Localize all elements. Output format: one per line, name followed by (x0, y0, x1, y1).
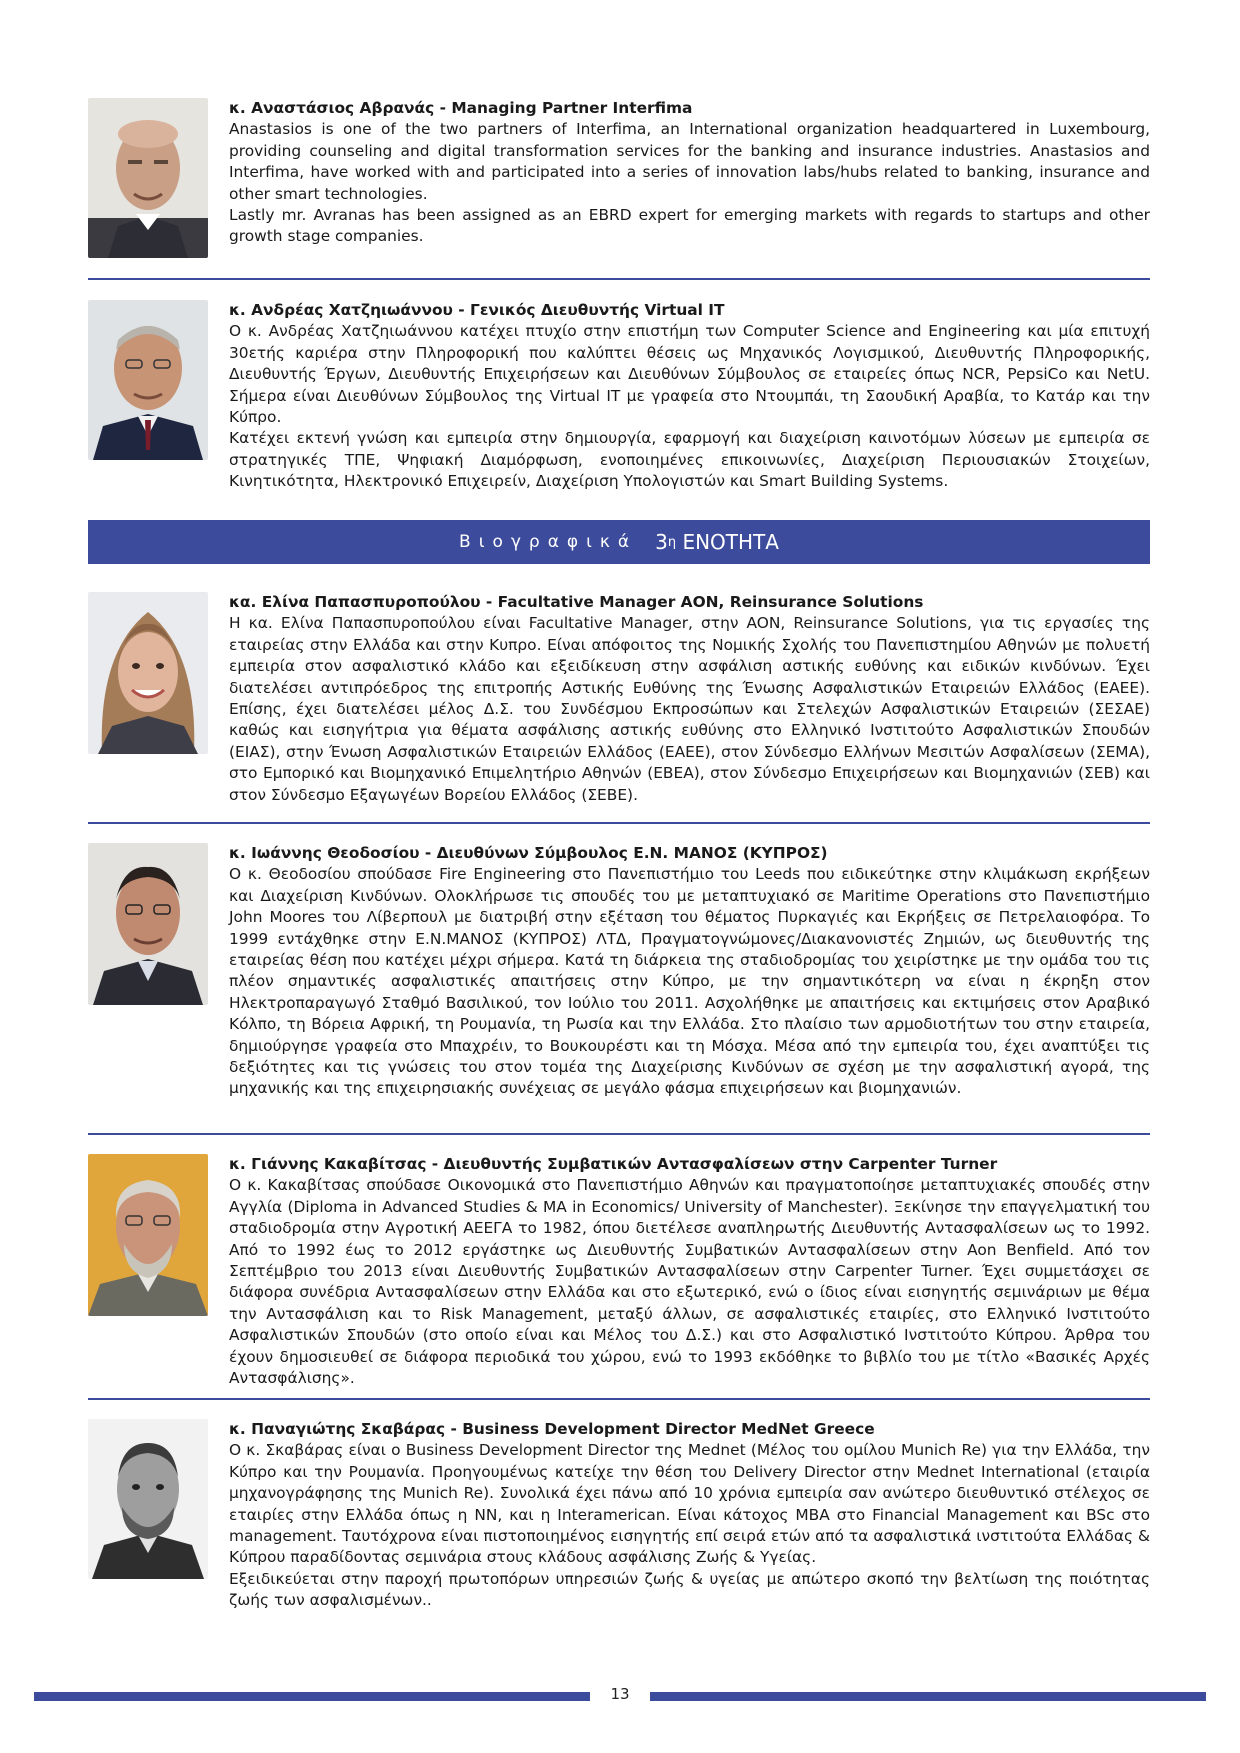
separator-rule (88, 1398, 1150, 1400)
bio-paragraph: Ο κ. Ανδρέας Χατζηιωάννου κατέχει πτυχίο στην επιστήμη των Computer Science and Engineering και μία επιτυχή 30ετής καριέρα στην Πληροφορική που καλύπτει θέσεις ως Μηχανικός Λογισμικού, Διευθυντής Πληροφορικής, Διευθυντής Έργων, Διευθυντής Επιχειρήσεων και Διευθύνων Σύμβουλος σε εταιρείες όπως NCR, PepsiCo και NetU. Σήμερα είναι Διευθύνων Σύμβουλος της Virtual IT με γραφεία στο Ντουμπάι, τη Σαουδική Αραβία, το Κατάρ και την Κύπρο. (229, 322, 1150, 427)
bio-title: κ. Αναστάσιος Αβρανάς - Managing Partner Interfima (229, 99, 693, 117)
banner-number: 3 (655, 530, 668, 554)
bio-title: κ. Γιάννης Κακαβίτσας - Διευθυντής Συμβατικών Αντασφαλίσεων στην Carpenter Turner (229, 1155, 998, 1173)
portrait-photo (88, 1154, 208, 1316)
portrait-photo (88, 300, 208, 460)
bio-text (229, 1154, 1150, 1389)
bio-text (229, 300, 1150, 493)
bio-text (229, 1419, 1150, 1612)
bio-title: κ. Ανδρέας Χατζηιωάννου - Γενικός Διευθυντής Virtual IT (229, 301, 725, 319)
separator-rule (88, 278, 1150, 280)
footer-bar-left (34, 1692, 590, 1701)
bio-paragraph: Lastly mr. Avranas has been assigned as an EBRD expert for emerging markets with regards to startups and other growth stage companies. (229, 206, 1150, 246)
bio-text (229, 843, 1150, 1100)
footer-bar-right (650, 1692, 1206, 1701)
section-banner (88, 520, 1150, 564)
bio-title: κ. Παναγιώτης Σκαβάρας - Business Development Director MedNet Greece (229, 1420, 875, 1438)
page-number: 13 (610, 1685, 630, 1703)
bio-text (229, 592, 1150, 806)
portrait-photo (88, 98, 208, 258)
bio-paragraph: Κατέχει εκτενή γνώση και εμπειρία στην δημιουργία, εφαρμογή και διαχείριση καινοτόμων λύσεων με εμπειρία σε στρατηγικές ΤΠΕ, Ψηφιακή Διαμόρφωση, ενοποιημένες επικοινωνίες, Διαχείριση Περιουσιακών Στοιχείων, Κινητικότητα, Ηλεκτρονικό Επιχειρείν, Διαχείριση Υπολογιστών και Smart Building Systems. (229, 429, 1150, 491)
bio-paragraph: Εξειδικεύεται στην παροχή πρωτοπόρων υπηρεσιών ζωής & υγείας με απώτερο σκοπό την βελτίωση της ποιότητας ζωής των ασφαλισμένων.. (229, 1569, 1150, 1610)
bio-text (229, 98, 1150, 248)
bio-paragraph: Ο κ. Σκαβάρας είναι ο Business Development Director της Mednet (Μέλος του ομίλου Munich Re) για την Ελλάδα, την Κύπρο και την Ρουμανία. Προηγουμένως κατείχε την θέση του Delivery Director στην Mednet International (εταιρία μηχανογράφησης της Munich Re). Συνολικά έχει πάνω από 10 χρόνια εμπειρία σαν ανώτερο διευθυντικό στέλεχος σε εταιρίες στην Ελλάδα όπως η ΝΝ, και η Interamerican. Είναι κάτοχος MBA στο Financial Management και BSc στο management. Ταυτόχρονα είναι πιστοποιημένος εισηγητής επί σειρά ετών από τα ασφαλιστικά ινστιτούτα Ελλάδας & Κύπρου παραδίδοντας σεμινάρια στους κλάδους ασφάλισης Ζωής & Υγείας. (229, 1441, 1150, 1567)
bio-paragraph: Anastasios is one of the two partners of Interfima, an International organization headquartered in Luxembourg, providing counseling and digital transformation services for the banking and insurance industries. Anastasios and Interfima, have worked with and participated into a series of innovation labs/hubs related to banking, insurance and other smart technologies. (229, 120, 1150, 203)
portrait-photo (88, 1419, 208, 1579)
portrait-photo (88, 592, 208, 754)
bio-title: κ. Ιωάννης Θεοδοσίου - Διευθύνων Σύμβουλος Ε.Ν. ΜΑΝΟΣ (ΚΥΠΡΟΣ) (229, 844, 828, 862)
bio-paragraph: Η κα. Ελίνα Παπασπυροπούλου είναι Facultative Manager, στην AON, Reinsurance Solutions, για τις εργασίες της εταιρείας στην Ελλάδα και στην Κυπρο. Είναι απόφοιτος της Νομικής Σχολής του Πανεπιστημίου Αθηνών με πολυετή εμπειρία στον ασφαλιστικό κλάδο και εξειδίκευση στην ασφάλιση αστικής ευθύνης και ειδικών κινδύνων. Έχει διατελέσει αντιπρόεδρος της επιτροπής Αστικής Ευθύνης της Ένωσης Ασφαλιστικών Εταιρειών Ελλάδος (ΕΑΕΕ). Επίσης, έχει διατελέσει μέλος Δ.Σ. του Συνδέσμου Εκπροσώπων και Στελεχών Ασφαλιστικών Εταιρειών (ΣΕΣΑΕ) καθώς και εισηγήτρια για θέματα ασφάλισης αστικής ευθύνης στο Ελληνικό Ινστιτούτο Ασφαλιστικών Σπουδών (ΕΙΑΣ), στην Ένωση Ασφαλιστικών Εταιρειών Ελλάδος (ΕΑΕΕ), στον Σύνδεσμο Ελλήνων Μεσιτών Ασφαλίσεων (ΣΕΜΑ), στο Εμπορικό και Βιομηχανικό Επιμελητήριο Αθηνών (ΕΒΕΑ), στον Σύνδεσμο Επιχειρήσεων και Βιομηχανιών (ΣΕΒ) και στον Σύνδεσμο Εξαγωγέων Βορείου Ελλάδος (ΣΕΒΕ). (229, 614, 1150, 804)
bio-paragraph: Ο κ. Θεοδοσίου σπούδασε Fire Engineering στο Πανεπιστήμιο του Leeds που ειδικεύτηκε στην κλιμάκωση εκρήξεων και Διαχείριση Κινδύνων. Ολοκλήρωσε τις σπουδές του με μεταπτυχιακό σε Maritime Operations στο Πανεπιστήμιο John Moores του Λίβερπουλ με διατριβή στην εξέταση του θέματος Πυρκαγιές και Εκρήξεις σε Πετρελαιοφόρα. Το 1999 εντάχθηκε στην Ε.Ν.ΜΑΝΟΣ (ΚΥΠΡΟΣ) ΛΤΔ, Πραγματογνώμονες/Διακανονιστές Ζημιών, ως διευθυντής της εταιρείας θέση που κατέχει μέχρι σήμερα. Κατά τη διάρκεια της σταδιοδρομίας του χειρίστηκε με την ομάδα του τις πλέον σημαντικές ασφαλιστικές απαιτήσεις στην Κύπρο, με την σημαντικότερη να είναι η έκρηξη στον Ηλεκτροπαραγωγό Σταθμό Βασιλικού, τον Ιούλιο του 2011. Ασχολήθηκε με απαιτήσεις και εκτιμήσεις στον Αραβικό Κόλπο, τη Βόρεια Αφρική, τη Ρουμανία, τη Ρωσία και την Ελλάδα. Στο πλαίσιο των αρμοδιοτήτων του στην εταιρεία, δημιούργησε γραφεία στο Μπαχρέιν, το Βουκουρέστι και τη Μόσχα. Μέσα από την εμπειρία του, έχει αναπτύξει τις δεξιότητες και τις γνώσεις του στον τομέα της Διαχείρισης Κινδύνων σε σχέση με την ασφαλιστική αγορά, της μηχανικής και της επιχειρησιακής συνέχειας σε μεγάλο φάσμα επιχειρήσεων και βιομηχανιών. (229, 865, 1150, 1098)
portrait-photo (88, 843, 208, 1005)
bio-paragraph: Ο κ. Κακαβίτσας σπούδασε Οικονομικά στο Πανεπιστήμιο Αθηνών και πραγματοποίησε μεταπτυχιακές σπουδές στην Αγγλία (Diploma in Advanced Studies & MA in Economics/ University of Manchester). Ξεκίνησε την επαγγελματική του σταδιοδρομία στην Αγροτική ΑΕΕΓΑ το 1982, όπου διετέλεσε αναπληρωτής Διευθυντής Αντασφαλίσεων ως το 1992. Από το 1992 έως το 2012 εργάστηκε ως Διευθυντής Συμβατικών Αντασφαλίσεων στην Aon Benfield. Από τον Σεπτέμβριο του 2013 είναι Διευθυντής Συμβατικών Αντασφαλίσεων στην Carpenter Turner. Έχει συμμετάσχει σε διάφορα συνέδρια Αντασφαλίσεων στην Ελλάδα και στο εξωτερικό, ενώ ο ίδιος είναι εισηγητής σεμινάριων με θέμα την Αντασφάλιση και το Risk Management, μεταξύ άλλων, σε ασφαλιστικές εταιρίες, στο Ελληνικό Ινστιτούτο Ασφαλιστικών Σπουδών (στο οποίο είναι και Μέλος του Δ.Σ.) και στο Ασφαλιστικό Ινστιτούτο Κύπρου. Άρθρα του έχουν δημοσιευθεί σε διάφορα περιοδικά του χώρου, ενώ το 1993 εκδόθηκε το βιβλίο του με τίτλο «Βασικές Αρχές Αντασφάλισης». (229, 1176, 1150, 1388)
banner-sup: η (667, 534, 677, 550)
banner-prefix: Βιογραφικά (459, 532, 638, 552)
separator-rule (88, 1133, 1150, 1135)
bio-title: κα. Ελίνα Παπασπυροπούλου - Facultative Manager AON, Reinsurance Solutions (229, 593, 924, 611)
separator-rule (88, 822, 1150, 824)
banner-title: ΕΝΟΤΗΤΑ (682, 530, 779, 554)
